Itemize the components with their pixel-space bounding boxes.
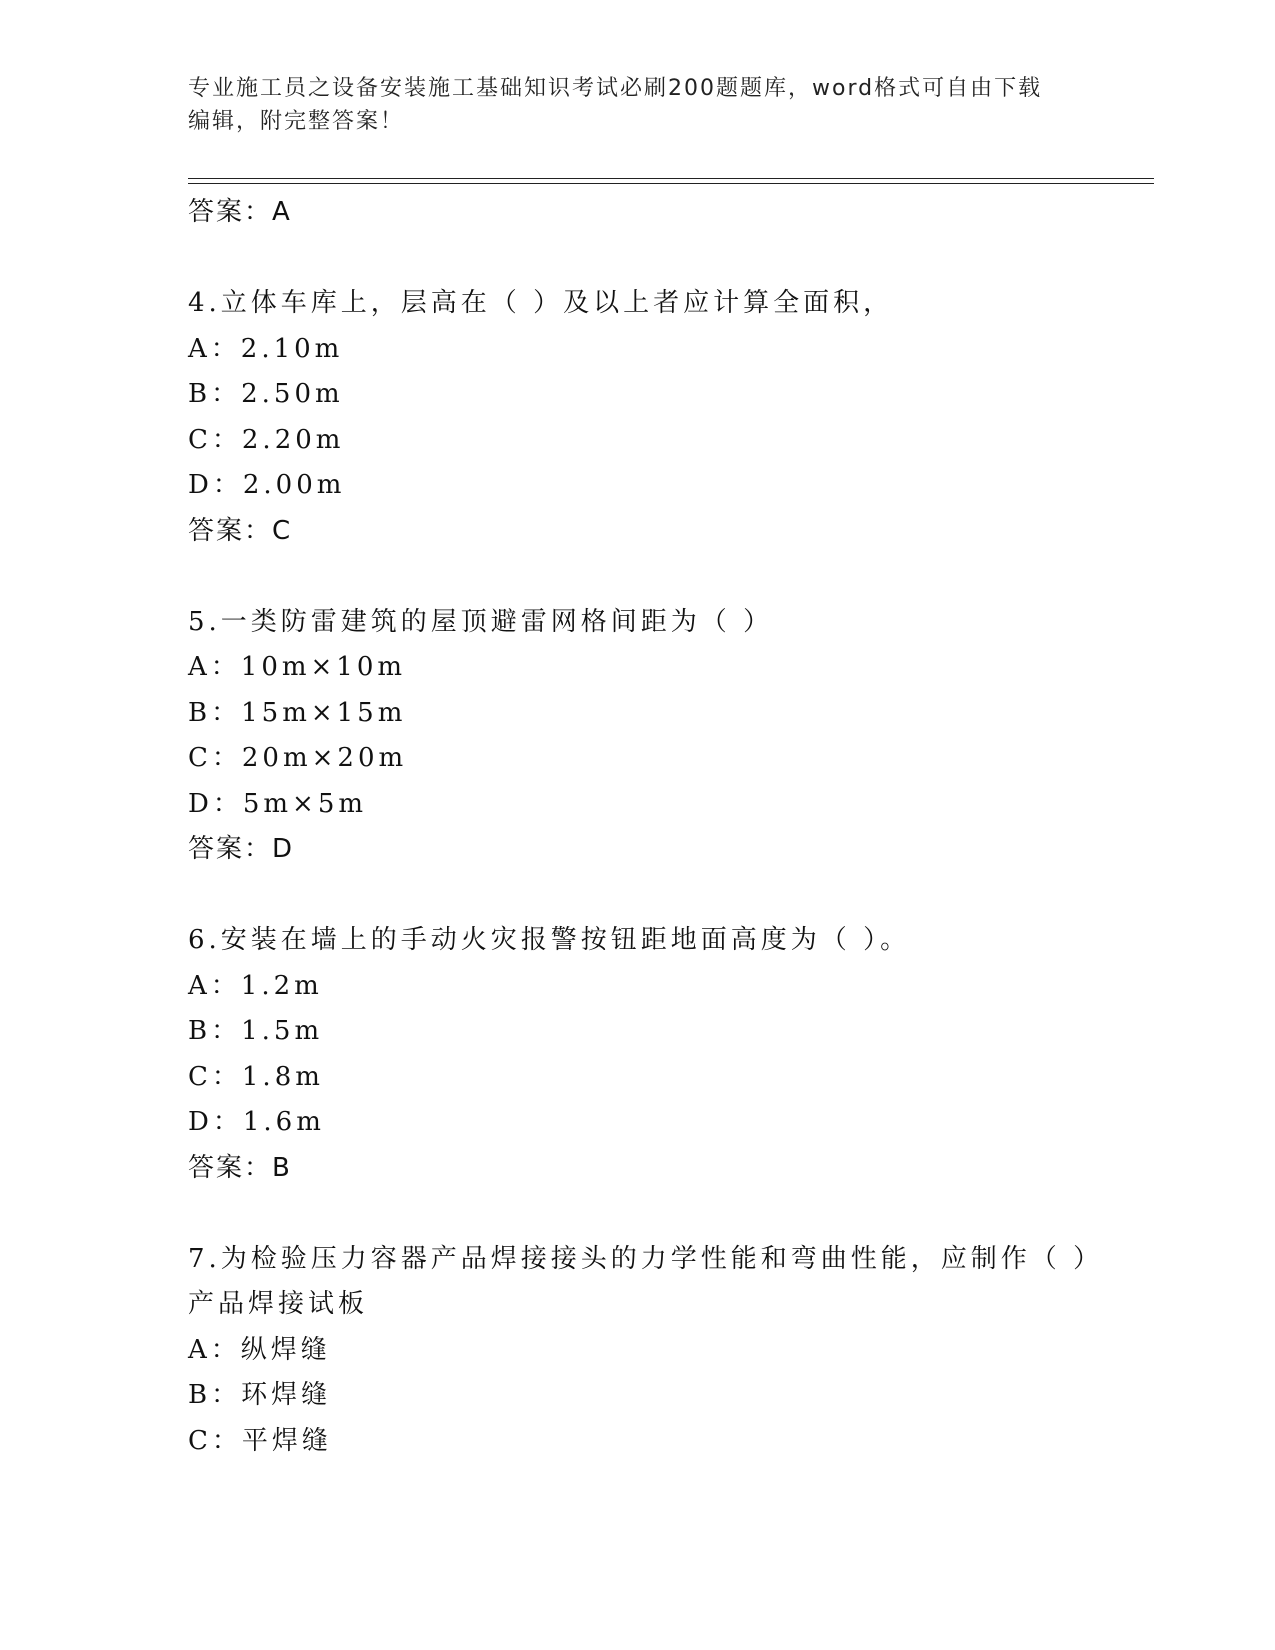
option-c: C：20m×20m [188, 743, 408, 773]
option-d: D：2.00m [188, 470, 346, 500]
header-divider-bottom [188, 183, 1154, 184]
header-divider-top [188, 178, 1154, 179]
option-a: A：10m×10m [188, 652, 407, 682]
previous-answer: 答案：A [188, 197, 292, 227]
question-5 [188, 600, 1154, 873]
option-b: B：环焊缝 [188, 1380, 332, 1410]
header-line-2: 编辑，附完整答案！ [188, 109, 405, 134]
question-answer: 答案：C [188, 515, 293, 546]
option-c: C：2.20m [188, 424, 345, 455]
option-a: A：纵焊缝 [188, 1334, 331, 1365]
option-d: D：1.6m [188, 1107, 325, 1137]
question-7 [188, 1237, 1154, 1465]
question-4 [188, 281, 1154, 554]
spacer [188, 236, 1154, 282]
question-stem-line-2: 产品焊接试板 [188, 1289, 369, 1319]
spacer [188, 1191, 1154, 1237]
question-stem: 4.立体车库上，层高在（ ）及以上者应计算全面积， [188, 288, 894, 318]
option-d: D：5m×5m [188, 788, 368, 819]
question-6 [188, 918, 1154, 1191]
option-a: A：2.10m [188, 333, 344, 364]
question-content [188, 190, 1154, 1464]
option-a: A：1.2m [188, 970, 323, 1001]
option-c: C：1.8m [188, 1061, 324, 1092]
option-b: B：15m×15m [188, 697, 407, 728]
spacer [188, 873, 1154, 919]
header-line-1: 专业施工员之设备安装施工基础知识考试必刷200题题库，word格式可自由下载 [188, 76, 1043, 101]
question-stem: 5.一类防雷建筑的屋顶避雷网格间距为（ ） [188, 606, 774, 637]
document-header [188, 72, 1088, 138]
question-answer: 答案：B [188, 1152, 292, 1183]
option-b: B：1.5m [188, 1016, 324, 1046]
question-answer: 答案：D [188, 834, 295, 864]
option-c: C：平焊缝 [188, 1425, 332, 1456]
option-b: B：2.50m [188, 379, 344, 409]
question-stem: 6.安装在墙上的手动火灾报警按钮距地面高度为（ ）。 [188, 925, 911, 955]
spacer [188, 554, 1154, 600]
question-stem-line-1: 7.为检验压力容器产品焊接接头的力学性能和弯曲性能，应制作（ ） [188, 1243, 1104, 1274]
